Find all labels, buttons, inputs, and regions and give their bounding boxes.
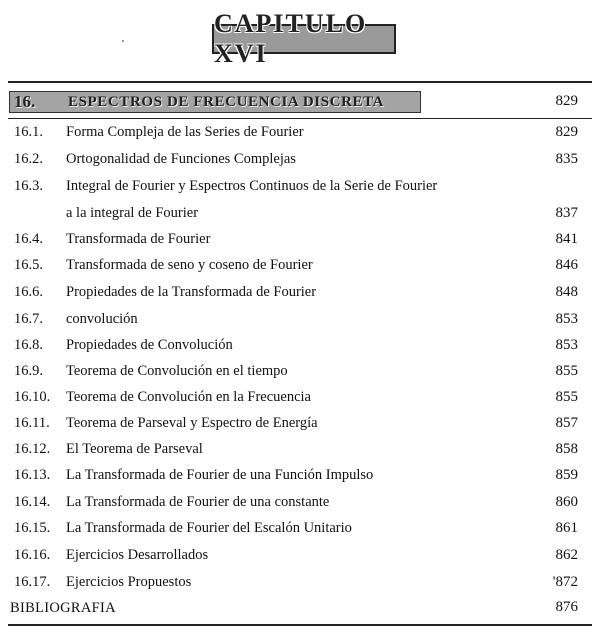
toc-entry	[0, 124, 600, 146]
toc-entry-page: 858	[555, 441, 578, 457]
toc-entry-number: 16.6.	[14, 284, 43, 300]
toc-entry-number: 16.15.	[14, 520, 51, 536]
toc-entry	[0, 337, 600, 359]
toc-entry-page: 829	[555, 124, 578, 140]
toc-entry-number: 16.14.	[14, 494, 51, 510]
toc-entry-number: 16.3.	[14, 178, 43, 194]
toc-entry-page: 857	[555, 415, 578, 431]
toc-entry-page: 835	[555, 151, 578, 167]
toc-entry	[0, 151, 600, 173]
toc-entry-title: Ortogonalidad de Funciones Complejas	[66, 151, 296, 167]
toc-entry-page: 855	[555, 389, 578, 405]
toc-entry-title: La Transformada de Fourier de una constante	[66, 494, 330, 510]
toc-entry-number: 16.10.	[14, 389, 51, 405]
toc-entry-number: 16.1.	[14, 124, 43, 140]
section-rule	[8, 118, 592, 119]
toc-entry-title: La Transformada de Fourier del Escalón Unitario	[66, 520, 352, 536]
bibliography-page: 876	[555, 599, 578, 615]
toc-entry-number: 16.13.	[14, 467, 51, 483]
toc-entry-number: 16.4.	[14, 231, 43, 247]
section-heading-box	[9, 91, 421, 113]
toc-entry-page: 848	[555, 284, 578, 300]
toc-entry-title: Propiedades de Convolución	[66, 337, 233, 353]
toc-entry	[0, 389, 600, 411]
toc-entry-page: 853	[555, 311, 578, 327]
toc-entry-title: Forma Compleja de las Series de Fourier	[66, 124, 304, 140]
toc-entry-page: 837	[555, 205, 578, 221]
toc-entry-title: convolución	[66, 311, 138, 327]
toc-entry-title: a la integral de Fourier	[66, 205, 199, 221]
toc-entry-number: 16.11.	[14, 415, 50, 431]
toc-entry-title: Transformada de Fourier	[66, 231, 211, 247]
toc-entry-number: 16.17.	[14, 574, 51, 590]
toc-entry-number: 16.7.	[14, 311, 43, 327]
toc-entry-title: Propiedades de la Transformada de Fourier	[66, 284, 317, 300]
chapter-title: CAPITULO XVI	[214, 9, 368, 68]
toc-entry-page: 841	[555, 231, 578, 247]
toc-entry-page: 860	[555, 494, 578, 510]
toc-entry-page: 853	[555, 337, 578, 353]
toc-entry-page: 859	[555, 467, 578, 483]
toc-entry-title: Teorema de Parseval y Espectro de Energía	[66, 415, 318, 431]
toc-entry	[0, 415, 600, 437]
toc-entry-page: '872	[552, 574, 578, 590]
section-number: 16.	[14, 92, 36, 111]
toc-entry	[0, 441, 600, 463]
toc-entry	[0, 467, 600, 489]
toc-entry-title: La Transformada de Fourier de una Función Impulso	[66, 467, 374, 483]
toc-entry	[0, 231, 600, 253]
toc-entry	[0, 574, 600, 596]
toc-entry-number: 16.9.	[14, 363, 43, 379]
toc-entry-number: 16.8.	[14, 337, 43, 353]
toc-entry	[0, 205, 600, 227]
toc-entry-number: 16.2.	[14, 151, 43, 167]
toc-entry	[0, 178, 600, 200]
toc-entry	[0, 547, 600, 569]
toc-entry-number: 16.16.	[14, 547, 51, 563]
toc-entry-page: 846	[555, 257, 578, 273]
toc-entry-page: 861	[555, 520, 578, 536]
toc-entry	[0, 363, 600, 385]
toc-entry-number: 16.5.	[14, 257, 43, 273]
toc-entry	[0, 284, 600, 306]
toc-entry-title: Ejercicios Desarrollados	[66, 547, 209, 563]
toc-entry-title: Ejercicios Propuestos	[66, 574, 192, 590]
section-title: ESPECTROS DE FRECUENCIA DISCRETA	[68, 93, 385, 110]
top-rule	[8, 81, 592, 83]
toc-entry	[0, 311, 600, 333]
toc-entry-title: Transformada de seno y coseno de Fourier	[66, 257, 313, 273]
toc-entry-title: Integral de Fourier y Espectros Continuos de la Serie de Fourier	[66, 178, 438, 194]
scan-speck	[122, 40, 124, 42]
toc-entry-title: Teorema de Convolución en la Frecuencia	[66, 389, 311, 405]
toc-entry-page: 862	[555, 547, 578, 563]
toc-entry-title: Teorema de Convolución en el tiempo	[66, 363, 288, 379]
toc-entry-title: El Teorema de Parseval	[66, 441, 203, 457]
chapter-heading-box	[212, 9, 396, 68]
toc-entry	[0, 520, 600, 542]
bibliography-label: BIBLIOGRAFIA	[10, 600, 116, 616]
toc-entry-number: 16.12.	[14, 441, 51, 457]
toc-entry-page: 855	[555, 363, 578, 379]
toc-entry	[0, 494, 600, 516]
section-page: 829	[555, 93, 578, 109]
toc-entry	[0, 257, 600, 279]
bottom-rule	[8, 624, 592, 626]
